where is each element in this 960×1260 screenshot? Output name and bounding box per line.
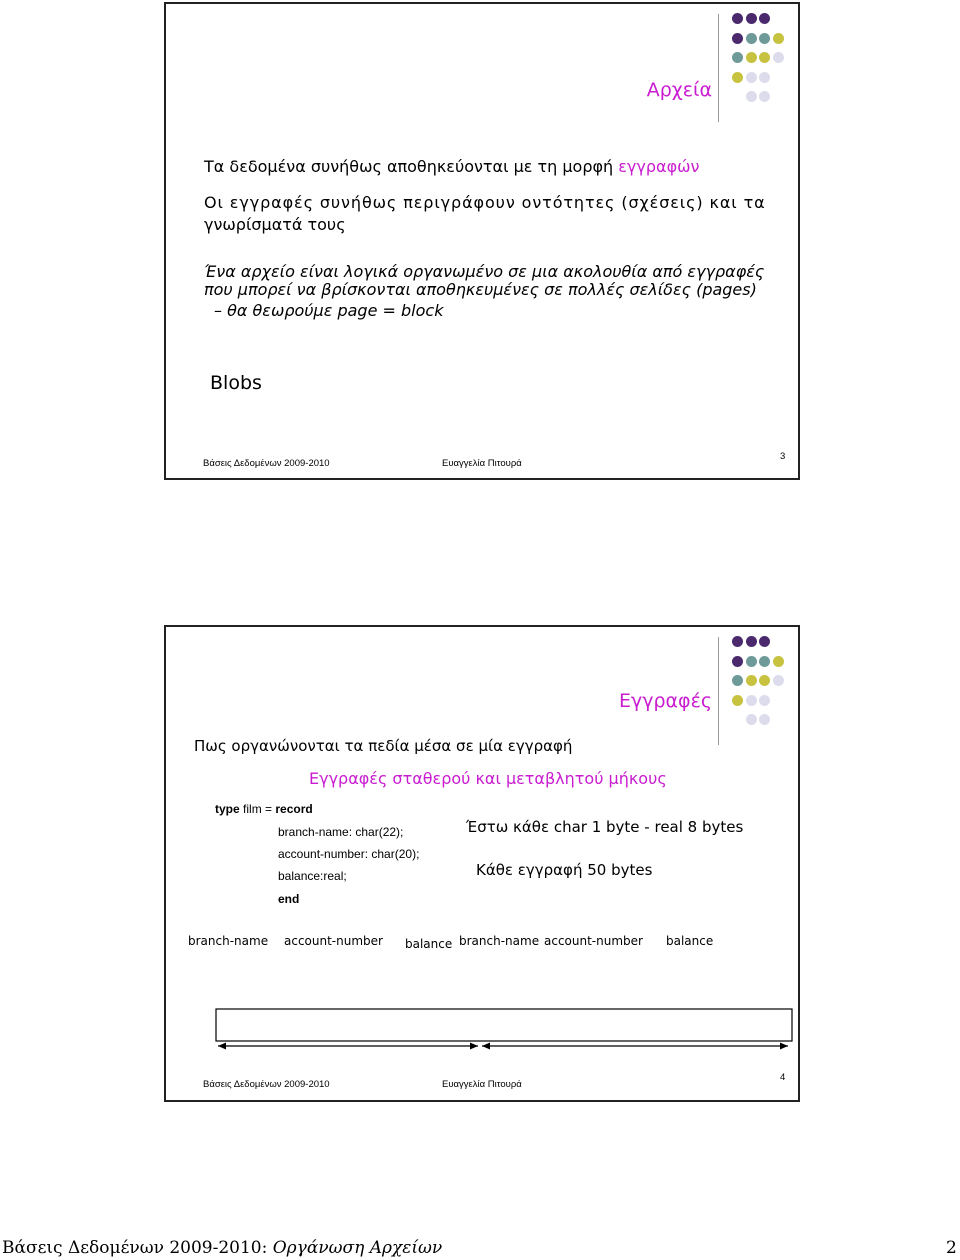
record-layout-box (216, 1009, 792, 1041)
logo-dot (732, 656, 743, 667)
logo-dot (759, 72, 770, 83)
records-subtitle: Εγγραφές σταθερού και μεταβλητού μήκους (309, 769, 667, 788)
code-field-balance: balance:real; (278, 869, 347, 883)
arrow-record-1 (218, 1043, 478, 1050)
record-size-note: Κάθε εγγραφή 50 bytes (476, 861, 653, 879)
logo-dot (773, 675, 784, 686)
logo-dot (759, 636, 770, 647)
logo-dot (759, 714, 770, 725)
logo-dot (759, 13, 770, 24)
slide-number: 3 (780, 451, 786, 462)
logo-dot (746, 675, 757, 686)
page-footer-course: Βάσεις Δεδομένων 2009-2010: (2, 1238, 273, 1258)
logo-dot (732, 13, 743, 24)
logo-divider (718, 637, 719, 745)
slide-footer-author: Ευαγγελία Πιτουρά (442, 458, 522, 469)
logo-dot (746, 72, 757, 83)
logo-dot (732, 72, 743, 83)
logo-dot (746, 695, 757, 706)
code-type-line (215, 802, 313, 816)
blobs-heading: Blobs (210, 372, 262, 394)
page-footer-chapter: Οργάνωση Αρχείων (272, 1238, 443, 1258)
logo-dot (746, 33, 757, 44)
slide-footer-course: Βάσεις Δεδομένων 2009-2010 (203, 1079, 330, 1090)
code-type-name: film = (239, 802, 276, 816)
field-label-balance: balance (666, 934, 714, 948)
slide-records (164, 625, 800, 1102)
arrowhead-right (780, 1043, 788, 1050)
logo-dot (759, 33, 770, 44)
logo-dot (759, 695, 770, 706)
logo-divider (718, 14, 719, 122)
logo-dot (759, 675, 770, 686)
field-label-branch-name: branch-name (188, 934, 269, 948)
logo-dot (773, 33, 784, 44)
code-keyword-type: type (215, 802, 240, 816)
logo-dot (732, 695, 743, 706)
logo-dot (732, 52, 743, 63)
logo-dot (773, 52, 784, 63)
bullet-file-line2: που μπορεί να βρίσκονται αποθηκευμένες σε πολλές σελίδες (pages) (204, 280, 757, 299)
arrow-record-2 (482, 1043, 788, 1050)
slide-title: Εγγραφές (618, 690, 712, 712)
dot-logo (732, 636, 792, 736)
code-end: end (278, 892, 300, 906)
logo-dot (759, 656, 770, 667)
field-label-account-number: account-number (544, 934, 643, 948)
logo-dot (746, 13, 757, 24)
field-label-branch-name: branch-name (459, 934, 540, 948)
slide-number: 4 (780, 1072, 786, 1083)
logo-dot (732, 636, 743, 647)
code-field-branch: branch-name: char(22); (278, 825, 404, 839)
record-layout-diagram (166, 927, 798, 1057)
logo-dot (746, 656, 757, 667)
arrowhead-right (470, 1043, 478, 1050)
bullet-file-line1: Ένα αρχείο είναι λογικά οργανωμένο σε μια ακολουθία από εγγραφές (204, 262, 765, 281)
logo-dot (746, 714, 757, 725)
code-keyword-record: record (275, 802, 313, 816)
slide-title: Αρχεία (646, 79, 712, 101)
logo-dot (759, 91, 770, 102)
bullet-records-highlight: εγγραφών (618, 157, 700, 176)
bullet-records-text: Τα δεδομένα συνήθως αποθηκεύονται με τη μορφή (204, 157, 619, 176)
logo-dot (759, 52, 770, 63)
bullet-file-line3: – θα θεωρούμε page = block (214, 301, 444, 320)
logo-dot (746, 52, 757, 63)
bullet-records-describe-line2: γνωρίσματά τους (204, 215, 346, 234)
page-footer (2, 1238, 442, 1258)
logo-dot (773, 656, 784, 667)
field-label-account-number: account-number (284, 934, 383, 948)
slide-footer-course: Βάσεις Δεδομένων 2009-2010 (203, 458, 330, 469)
bullet-records (204, 157, 699, 176)
logo-dot (746, 636, 757, 647)
page-number: 2 (946, 1238, 957, 1258)
field-label-balance: balance (405, 937, 453, 951)
logo-dot (732, 33, 743, 44)
bullet-records-describe-line1: Οι εγγραφές συνήθως περιγράφουν οντότητες (σχέσεις) και τα (204, 193, 766, 212)
logo-dot (732, 675, 743, 686)
slide-footer-author: Ευαγγελία Πιτουρά (442, 1079, 522, 1090)
arrowhead-left (482, 1043, 490, 1050)
size-note: Έστω κάθε char 1 byte - real 8 bytes (466, 818, 744, 836)
question-text: Πως οργανώνονται τα πεδία μέσα σε μία εγγραφή (194, 737, 573, 755)
logo-dot (746, 91, 757, 102)
arrowhead-left (218, 1043, 226, 1050)
slide-files (164, 2, 800, 480)
code-field-account: account-number: char(20); (278, 847, 420, 861)
dot-logo (732, 13, 792, 113)
